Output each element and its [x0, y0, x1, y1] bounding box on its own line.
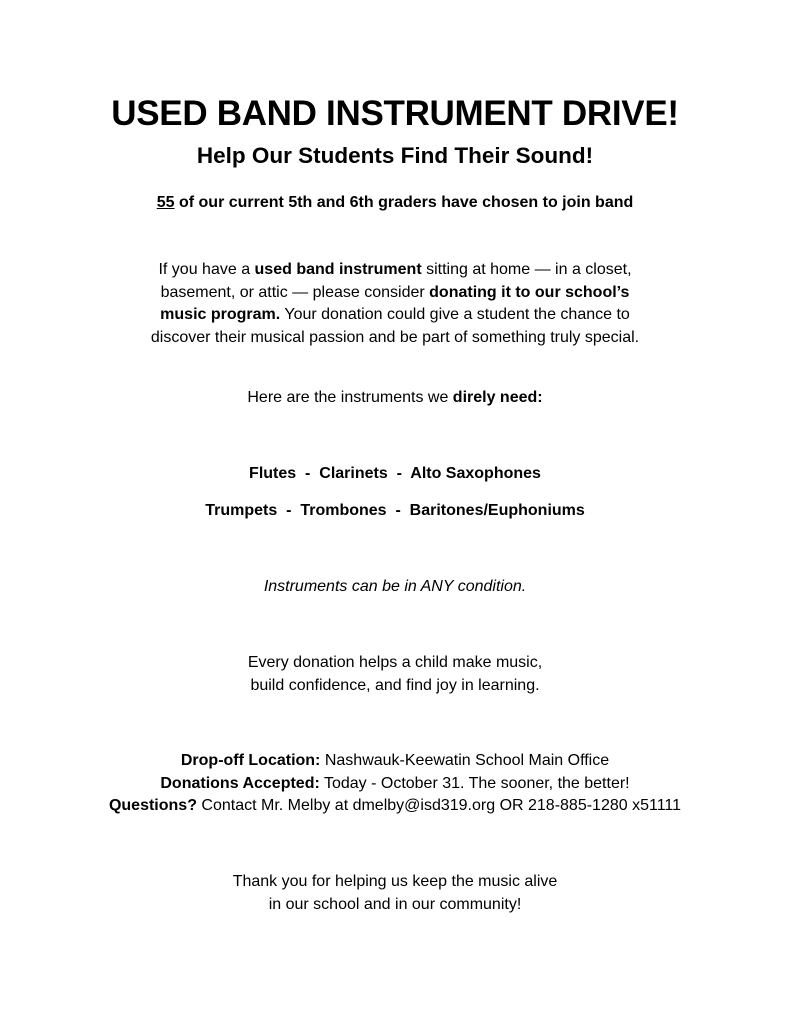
donation-message	[0, 652, 790, 697]
dropoff-location	[0, 750, 790, 773]
donations-accepted	[0, 773, 790, 796]
student-stat	[0, 193, 790, 213]
need-text: Here are the instruments we	[247, 389, 453, 406]
intro-emphasis: music program.	[160, 306, 281, 323]
intro-paragraph	[0, 259, 790, 349]
thank-you-line-2: in our school and in our community!	[268, 895, 522, 913]
intro-line-3	[0, 304, 790, 327]
intro-line-2	[0, 282, 790, 305]
intro-text: basement, or attic — please consider	[160, 283, 430, 301]
donation-message-line-2: build confidence, and find joy in learning.	[250, 676, 540, 694]
questions-value: Contact Mr. Melby at dmelby@isd319.org OR 218-885-1280 x51111	[196, 797, 682, 814]
intro-text: Your donation could give a student the chance to	[280, 306, 630, 323]
instrument-list-woodwinds: Flutes - Clarinets - Alto Saxophones	[249, 465, 541, 482]
accepted-label: Donations Accepted:	[160, 774, 320, 792]
condition-note: Instruments can be in ANY condition.	[263, 578, 527, 595]
thank-you-message	[0, 871, 790, 916]
donation-message-line-1: Every donation helps a child make music,	[247, 654, 543, 671]
dropoff-value: Nashwauk-Keewatin School Main Office	[320, 752, 610, 769]
intro-line-4: discover their musical passion and be part of something truly special.	[150, 328, 640, 346]
student-stat-text: of our current 5th and 6th graders have chosen to join band	[174, 194, 634, 211]
intro-text: If you have a	[158, 261, 255, 278]
questions-contact	[0, 795, 790, 818]
questions-label: Questions?	[108, 797, 197, 814]
intro-line-1	[0, 259, 790, 282]
needed-instruments-heading	[0, 387, 790, 410]
student-count: 55	[156, 194, 175, 211]
intro-emphasis: donating it to our school’s	[429, 283, 630, 301]
dropoff-label: Drop-off Location:	[180, 752, 321, 769]
instrument-list-brass: Trumpets - Trombones - Baritones/Euphoniums	[205, 502, 585, 519]
donation-info	[0, 750, 790, 818]
intro-emphasis: used band instrument	[254, 261, 422, 278]
need-emphasis: direly need:	[452, 389, 543, 406]
thank-you-line-1: Thank you for helping us keep the music alive	[232, 873, 558, 890]
page-title: USED BAND INSTRUMENT DRIVE!	[111, 94, 679, 133]
intro-text: sitting at home — in a closet,	[421, 261, 632, 278]
page-subtitle: Help Our Students Find Their Sound!	[196, 143, 594, 168]
accepted-value: Today - October 31. The sooner, the better!	[319, 774, 630, 792]
